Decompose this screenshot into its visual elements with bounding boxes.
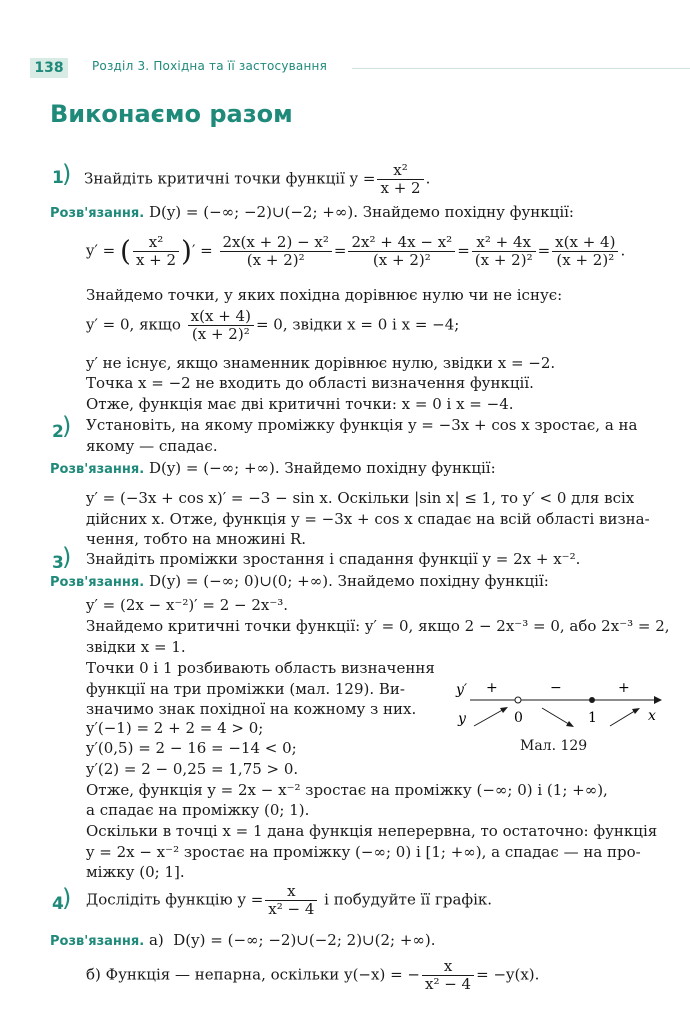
arrow-increasing-1 bbox=[474, 708, 506, 726]
derivative-fraction-2 bbox=[348, 234, 455, 269]
task-3-line-11: а спадає на проміжку (0; 1). bbox=[86, 801, 310, 819]
task-4-y: y = bbox=[237, 890, 264, 909]
zero-lhs: y′ = 0, якщо bbox=[86, 315, 181, 334]
task-4-text-end: і побудуйте її графік. bbox=[324, 890, 493, 909]
solution-label: Розв'язання. bbox=[50, 575, 145, 590]
axis-label-x: x bbox=[648, 708, 656, 724]
page-header bbox=[30, 58, 660, 78]
paren-close: ) bbox=[181, 234, 192, 268]
fraction-numerator: x bbox=[422, 958, 474, 976]
solution-label: Розв'язання. bbox=[50, 462, 145, 477]
task-3-domain: D(y) = (−∞; 0)∪(0; +∞). Знайдемо похідну функції: bbox=[148, 572, 549, 590]
fraction-denominator: (x + 2)² bbox=[556, 251, 615, 269]
solution-label: Розв'язання. bbox=[50, 934, 145, 949]
fraction-numerator: 2x² + 4x − x² bbox=[348, 234, 455, 252]
arrow-decreasing bbox=[542, 708, 572, 726]
point-zero-open bbox=[515, 697, 521, 703]
task-1-bracket: ) bbox=[62, 160, 72, 188]
task-1-domain: D(y) = (−∞; −2)∪(−2; +∞). Знайдемо похідну функції: bbox=[148, 203, 574, 221]
fraction-numerator: x² bbox=[133, 234, 179, 252]
point-label-zero: 0 bbox=[514, 710, 523, 726]
task-3-text: Знайдіть проміжки зростання і спадання функції y = 2x + x⁻². bbox=[86, 550, 581, 568]
fraction-numerator: x² bbox=[377, 162, 423, 180]
task-4-solution-line bbox=[50, 931, 436, 951]
task-1-number: 1 bbox=[52, 168, 64, 188]
task-4-statement bbox=[86, 883, 492, 918]
task-3-number: 3 bbox=[52, 553, 64, 573]
derivative-lhs: y′ = bbox=[86, 241, 116, 260]
task-1-line-3: Отже, функція має дві критичні точки: x = 0 і x = −4. bbox=[86, 395, 514, 413]
fraction-numerator: x(x + 4) bbox=[552, 234, 618, 252]
task-1-zero-condition bbox=[86, 308, 459, 343]
task-4-part-b-lhs: y(−x) = − bbox=[344, 965, 420, 984]
fraction-denominator: x + 2 bbox=[380, 179, 421, 197]
task-4-part-b-end: = −y(x). bbox=[476, 965, 540, 984]
task-1-line-1: y′ не існує, якщо знаменник дорівнює нулю, звідки x = −2. bbox=[86, 354, 556, 372]
header-divider bbox=[352, 68, 690, 69]
task-4-bracket: ) bbox=[62, 884, 72, 912]
task-1-statement: Знайдіть критичні точки функції y = $\frac{\text{x²}}{x + 2}$ . bbox=[84, 161, 431, 197]
derivative-fraction-1 bbox=[220, 234, 332, 269]
task-2-domain: D(y) = (−∞; +∞). Знайдемо похідну функції: bbox=[148, 459, 496, 477]
fraction-numerator: x² + 4x bbox=[472, 234, 536, 252]
fraction-denominator: (x + 2)² bbox=[474, 251, 533, 269]
task-3-line-8: y′(0,5) = 2 − 16 = −14 < 0; bbox=[86, 739, 297, 757]
figure-caption: Мал. 129 bbox=[520, 738, 588, 754]
task-1-derivative: y′ = ( $\frac{\text{x²}}{x + 2}$ )′ = $\frac{\text{2x(x + 2) − x²}}{\text{(x + 2)²}}$ = $\frac{\text{2x² + 4x − x²}}{\text{(x + 2)²}}$ = $\frac{\text{x² + 4x}}{\text{(x + 2)²}}$ = $\frac{x(x + 4)}{\text{(x + 2)²}}$ . bbox=[86, 233, 626, 269]
task-4-domain: D(y) = (−∞; −2)∪(−2; 2)∪(2; +∞). bbox=[173, 931, 436, 949]
page-number: 138 bbox=[30, 58, 68, 78]
task-3-line-14: міжку (0; 1]. bbox=[86, 863, 185, 881]
fraction-denominator: (x + 2)² bbox=[372, 251, 431, 269]
task-3-line-3: звідки x = 1. bbox=[86, 638, 186, 656]
fraction-denominator: (x + 2)² bbox=[191, 325, 250, 343]
arrow-increasing-2-head bbox=[632, 708, 640, 714]
task-2-line-2: дійсних x. Отже, функція y = −3x + cos x спадає на всій області визна- bbox=[86, 510, 650, 528]
task-3-line-5: функції на три проміжки (мал. 129). Ви- bbox=[86, 680, 405, 698]
arrow-decreasing-head bbox=[566, 721, 574, 727]
task-4-part-b-fraction bbox=[422, 958, 474, 993]
solution-label: Розв'язання. bbox=[50, 206, 145, 221]
task-3-line-9: y′(2) = 2 − 0,25 = 1,75 > 0. bbox=[86, 760, 299, 778]
zero-fraction bbox=[188, 308, 254, 343]
task-3-line-13: y = 2x − x⁻² зростає на проміжку (−∞; 0) і [1; +∞), а спадає — на про- bbox=[86, 843, 641, 861]
derivative-fraction-3 bbox=[472, 234, 536, 269]
fraction-denominator: x² − 4 bbox=[424, 975, 472, 993]
point-label-one: 1 bbox=[588, 710, 597, 726]
task-3-line-12: Оскільки в точці x = 1 дана функція неперервна, то остаточно: функція bbox=[86, 822, 658, 840]
fraction-denominator: x² − 4 bbox=[268, 900, 315, 918]
fraction-numerator: x bbox=[265, 883, 317, 901]
chapter-title: Розділ 3. Похідна та її застосування bbox=[92, 59, 327, 73]
task-3-line-7: y′(−1) = 2 + 2 = 4 > 0; bbox=[86, 719, 264, 737]
task-4-fraction bbox=[265, 883, 317, 918]
sign-interval-2: − bbox=[550, 680, 562, 696]
zero-rhs: = 0, звідки x = 0 і x = −4; bbox=[255, 315, 460, 334]
task-2-solution-line bbox=[50, 459, 496, 479]
derivative-fraction-4 bbox=[552, 234, 618, 269]
paren-open: ( bbox=[120, 234, 131, 268]
task-4-text: Дослідіть функцію bbox=[86, 890, 233, 909]
task-4-number: 4 bbox=[52, 894, 64, 914]
task-3-line-4: Точки 0 і 1 розбивають область визначення bbox=[86, 659, 435, 677]
task-1-solution-line bbox=[50, 203, 574, 223]
task-1-fraction bbox=[377, 162, 423, 197]
fraction-numerator: x(x + 4) bbox=[188, 308, 254, 326]
section-title: Виконаємо разом bbox=[50, 100, 293, 128]
task-2-number: 2 bbox=[52, 422, 64, 442]
arrow-increasing-1-head bbox=[500, 707, 508, 713]
sign-interval-1: + bbox=[486, 680, 498, 696]
task-1-line-2: Точка x = −2 не входить до області визначення функції. bbox=[86, 374, 534, 392]
task-2-bracket: ) bbox=[62, 412, 72, 440]
sign-interval-3: + bbox=[618, 680, 630, 696]
axis-arrowhead bbox=[654, 696, 662, 704]
task-1-find-text: Знайдемо точки, у яких похідна дорівнює нулю чи не існує: bbox=[86, 286, 563, 304]
derivative-fraction-0 bbox=[133, 234, 179, 269]
task-2-line-1: y′ = (−3x + cos x)′ = −3 − sin x. Оскільки |sin x| ≤ 1, то y′ < 0 для всіх bbox=[86, 489, 635, 507]
task-3-line-1: y′ = (2x − x⁻²)′ = 2 − 2x⁻³. bbox=[86, 596, 289, 614]
row-label-function: y bbox=[458, 711, 466, 727]
task-2-text-1: Установіть, на якому проміжку функція y = −3x + cos x зростає, а на bbox=[86, 416, 638, 434]
row-label-derivative: y′ bbox=[456, 682, 468, 698]
fraction-numerator: 2x(x + 2) − x² bbox=[220, 234, 332, 252]
task-3-line-10: Отже, функція y = 2x − x⁻² зростає на проміжку (−∞; 0) і (1; +∞), bbox=[86, 781, 608, 799]
task-4-part-b-text: б) Функція — непарна, оскільки bbox=[86, 965, 340, 984]
fraction-denominator: x + 2 bbox=[135, 251, 177, 269]
task-3-line-2: Знайдемо критичні точки функції: y′ = 0, якщо 2 − 2x⁻³ = 0, або 2x⁻³ = 2, bbox=[86, 617, 670, 635]
task-2-text-2: якому — спадає. bbox=[86, 437, 218, 455]
task-3-solution-line bbox=[50, 572, 549, 592]
task-4-part-b bbox=[86, 958, 539, 993]
fraction-denominator: (x + 2)² bbox=[246, 251, 305, 269]
task-3-line-6: значимо знак похідної на кожному з них. bbox=[86, 700, 417, 718]
task-1-text: Знайдіть критичні точки функції bbox=[84, 169, 345, 188]
task-3-bracket: ) bbox=[62, 543, 72, 571]
task-1-y: y = bbox=[349, 169, 376, 188]
point-one-filled bbox=[589, 697, 595, 703]
task-4-part-a-label: а) bbox=[148, 931, 164, 949]
task-2-line-3: чення, тобто на множині R. bbox=[86, 530, 307, 548]
